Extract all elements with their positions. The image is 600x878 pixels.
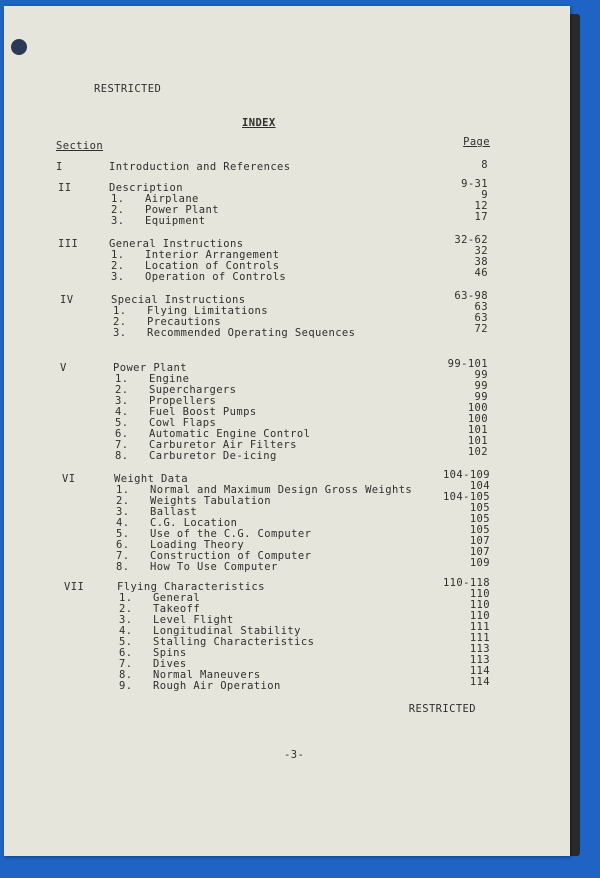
item-number: 1. bbox=[116, 484, 130, 496]
item-label: Location of Controls bbox=[145, 260, 280, 272]
item-page: 104-105 bbox=[442, 491, 490, 503]
section-roman: VII bbox=[64, 581, 85, 593]
item-number: 3. bbox=[113, 327, 127, 339]
item-number: 2. bbox=[115, 384, 129, 396]
section-title: Weight Data bbox=[114, 473, 188, 485]
item-page: 99 bbox=[474, 369, 488, 381]
item-label: Recommended Operating Sequences bbox=[147, 327, 356, 339]
section-roman: III bbox=[58, 238, 79, 250]
item-label: Stalling Characteristics bbox=[153, 636, 315, 648]
item-label: Longitudinal Stability bbox=[153, 625, 301, 637]
item-page: 12 bbox=[474, 200, 488, 212]
item-page: 104 bbox=[469, 480, 490, 492]
item-number: 6. bbox=[119, 647, 133, 659]
item-page: 110 bbox=[469, 588, 490, 600]
item-page: 105 bbox=[469, 513, 490, 525]
item-label: Normal and Maximum Design Gross Weights bbox=[150, 484, 413, 496]
section-page: 99-101 bbox=[447, 358, 488, 370]
item-label: Precautions bbox=[147, 316, 221, 328]
section-page: 104-109 bbox=[442, 469, 490, 481]
item-label: Normal Maneuvers bbox=[153, 669, 261, 681]
item-label: Cowl Flaps bbox=[149, 417, 217, 429]
item-page: 105 bbox=[469, 502, 490, 514]
item-number: 3. bbox=[115, 395, 129, 407]
item-number: 7. bbox=[115, 439, 129, 451]
item-number: 1. bbox=[119, 592, 133, 604]
item-label: Fuel Boost Pumps bbox=[149, 406, 257, 418]
document-page bbox=[4, 6, 570, 856]
item-number: 2. bbox=[116, 495, 130, 507]
section-roman: II bbox=[58, 182, 72, 194]
item-label: Operation of Controls bbox=[145, 271, 287, 283]
section-roman: IV bbox=[60, 294, 74, 306]
item-page: 99 bbox=[474, 380, 488, 392]
item-number: 5. bbox=[116, 528, 130, 540]
item-label: Takeoff bbox=[153, 603, 201, 615]
section-column-header: Section bbox=[56, 140, 104, 152]
item-page: 9 bbox=[481, 189, 488, 201]
item-number: 1. bbox=[111, 193, 125, 205]
item-label: Interior Arrangement bbox=[145, 249, 280, 261]
item-label: Weights Tabulation bbox=[150, 495, 271, 507]
section-title: Introduction and References bbox=[109, 161, 291, 173]
item-number: 4. bbox=[119, 625, 133, 637]
item-page: 114 bbox=[469, 665, 490, 677]
item-label: Equipment bbox=[145, 215, 206, 227]
item-page: 109 bbox=[469, 557, 490, 569]
item-number: 5. bbox=[115, 417, 129, 429]
item-page: 113 bbox=[469, 643, 490, 655]
item-number: 1. bbox=[111, 249, 125, 261]
item-number: 1. bbox=[113, 305, 127, 317]
item-page: 110 bbox=[469, 599, 490, 611]
item-number: 6. bbox=[116, 539, 130, 551]
item-number: 8. bbox=[119, 669, 133, 681]
item-number: 6. bbox=[115, 428, 129, 440]
item-label: Carburetor De-icing bbox=[149, 450, 277, 462]
item-page: 110 bbox=[469, 610, 490, 622]
item-label: Rough Air Operation bbox=[153, 680, 281, 692]
item-number: 2. bbox=[119, 603, 133, 615]
item-page: 101 bbox=[467, 424, 488, 436]
item-number: 8. bbox=[115, 450, 129, 462]
item-label: Automatic Engine Control bbox=[149, 428, 311, 440]
item-label: Power Plant bbox=[145, 204, 219, 216]
section-title: Description bbox=[109, 182, 183, 194]
item-label: Spins bbox=[153, 647, 187, 659]
item-number: 5. bbox=[119, 636, 133, 648]
item-number: 4. bbox=[115, 406, 129, 418]
item-page: 17 bbox=[474, 211, 488, 223]
item-number: 3. bbox=[111, 215, 125, 227]
item-page: 100 bbox=[467, 413, 488, 425]
item-number: 7. bbox=[116, 550, 130, 562]
section-roman: VI bbox=[62, 473, 76, 485]
section-title: Power Plant bbox=[113, 362, 187, 374]
item-page: 111 bbox=[469, 632, 490, 644]
section-title: Flying Characteristics bbox=[117, 581, 265, 593]
item-number: 8. bbox=[116, 561, 130, 573]
item-page: 107 bbox=[469, 535, 490, 547]
item-number: 3. bbox=[116, 506, 130, 518]
item-page: 105 bbox=[469, 524, 490, 536]
item-label: Level Flight bbox=[153, 614, 234, 626]
section-page: 32-62 bbox=[454, 234, 488, 246]
header-restricted: RESTRICTED bbox=[94, 83, 162, 95]
page-number: -3- bbox=[284, 749, 305, 761]
section-title: Special Instructions bbox=[111, 294, 246, 306]
item-label: Construction of Computer bbox=[150, 550, 312, 562]
item-page: 101 bbox=[467, 435, 488, 447]
item-label: Loading Theory bbox=[150, 539, 245, 551]
section-title: General Instructions bbox=[109, 238, 244, 250]
section-roman: V bbox=[60, 362, 67, 374]
item-number: 1. bbox=[115, 373, 129, 385]
footer-restricted: RESTRICTED bbox=[408, 703, 476, 715]
item-number: 3. bbox=[111, 271, 125, 283]
item-label: Engine bbox=[149, 373, 190, 385]
item-page: 99 bbox=[474, 391, 488, 403]
section-page: 110-118 bbox=[442, 577, 490, 589]
item-label: Flying Limitations bbox=[147, 305, 268, 317]
item-label: Dives bbox=[153, 658, 187, 670]
item-number: 4. bbox=[116, 517, 130, 529]
item-number: 3. bbox=[119, 614, 133, 626]
section-roman: I bbox=[56, 161, 63, 173]
item-number: 2. bbox=[111, 260, 125, 272]
item-number: 7. bbox=[119, 658, 133, 670]
index-title: INDEX bbox=[242, 117, 276, 129]
item-page: 111 bbox=[469, 621, 490, 633]
punch-hole bbox=[11, 39, 27, 55]
item-label: Ballast bbox=[150, 506, 198, 518]
item-label: Airplane bbox=[145, 193, 199, 205]
section-page: 8 bbox=[481, 159, 488, 171]
item-number: 9. bbox=[119, 680, 133, 692]
item-page: 63 bbox=[474, 312, 488, 324]
item-label: Superchargers bbox=[149, 384, 237, 396]
item-page: 114 bbox=[469, 676, 490, 688]
item-page: 113 bbox=[469, 654, 490, 666]
item-page: 72 bbox=[474, 323, 488, 335]
item-page: 38 bbox=[474, 256, 488, 268]
item-label: Carburetor Air Filters bbox=[149, 439, 297, 451]
item-label: How To Use Computer bbox=[150, 561, 278, 573]
item-page: 63 bbox=[474, 301, 488, 313]
item-label: Propellers bbox=[149, 395, 217, 407]
section-page: 9-31 bbox=[461, 178, 488, 190]
item-label: General bbox=[153, 592, 201, 604]
page-column-header: Page bbox=[463, 136, 490, 148]
item-number: 2. bbox=[111, 204, 125, 216]
item-label: C.G. Location bbox=[150, 517, 238, 529]
item-page: 102 bbox=[467, 446, 488, 458]
item-page: 100 bbox=[467, 402, 488, 414]
item-page: 32 bbox=[474, 245, 488, 257]
section-page: 63-98 bbox=[454, 290, 488, 302]
item-label: Use of the C.G. Computer bbox=[150, 528, 312, 540]
item-page: 107 bbox=[469, 546, 490, 558]
item-number: 2. bbox=[113, 316, 127, 328]
item-page: 46 bbox=[474, 267, 488, 279]
